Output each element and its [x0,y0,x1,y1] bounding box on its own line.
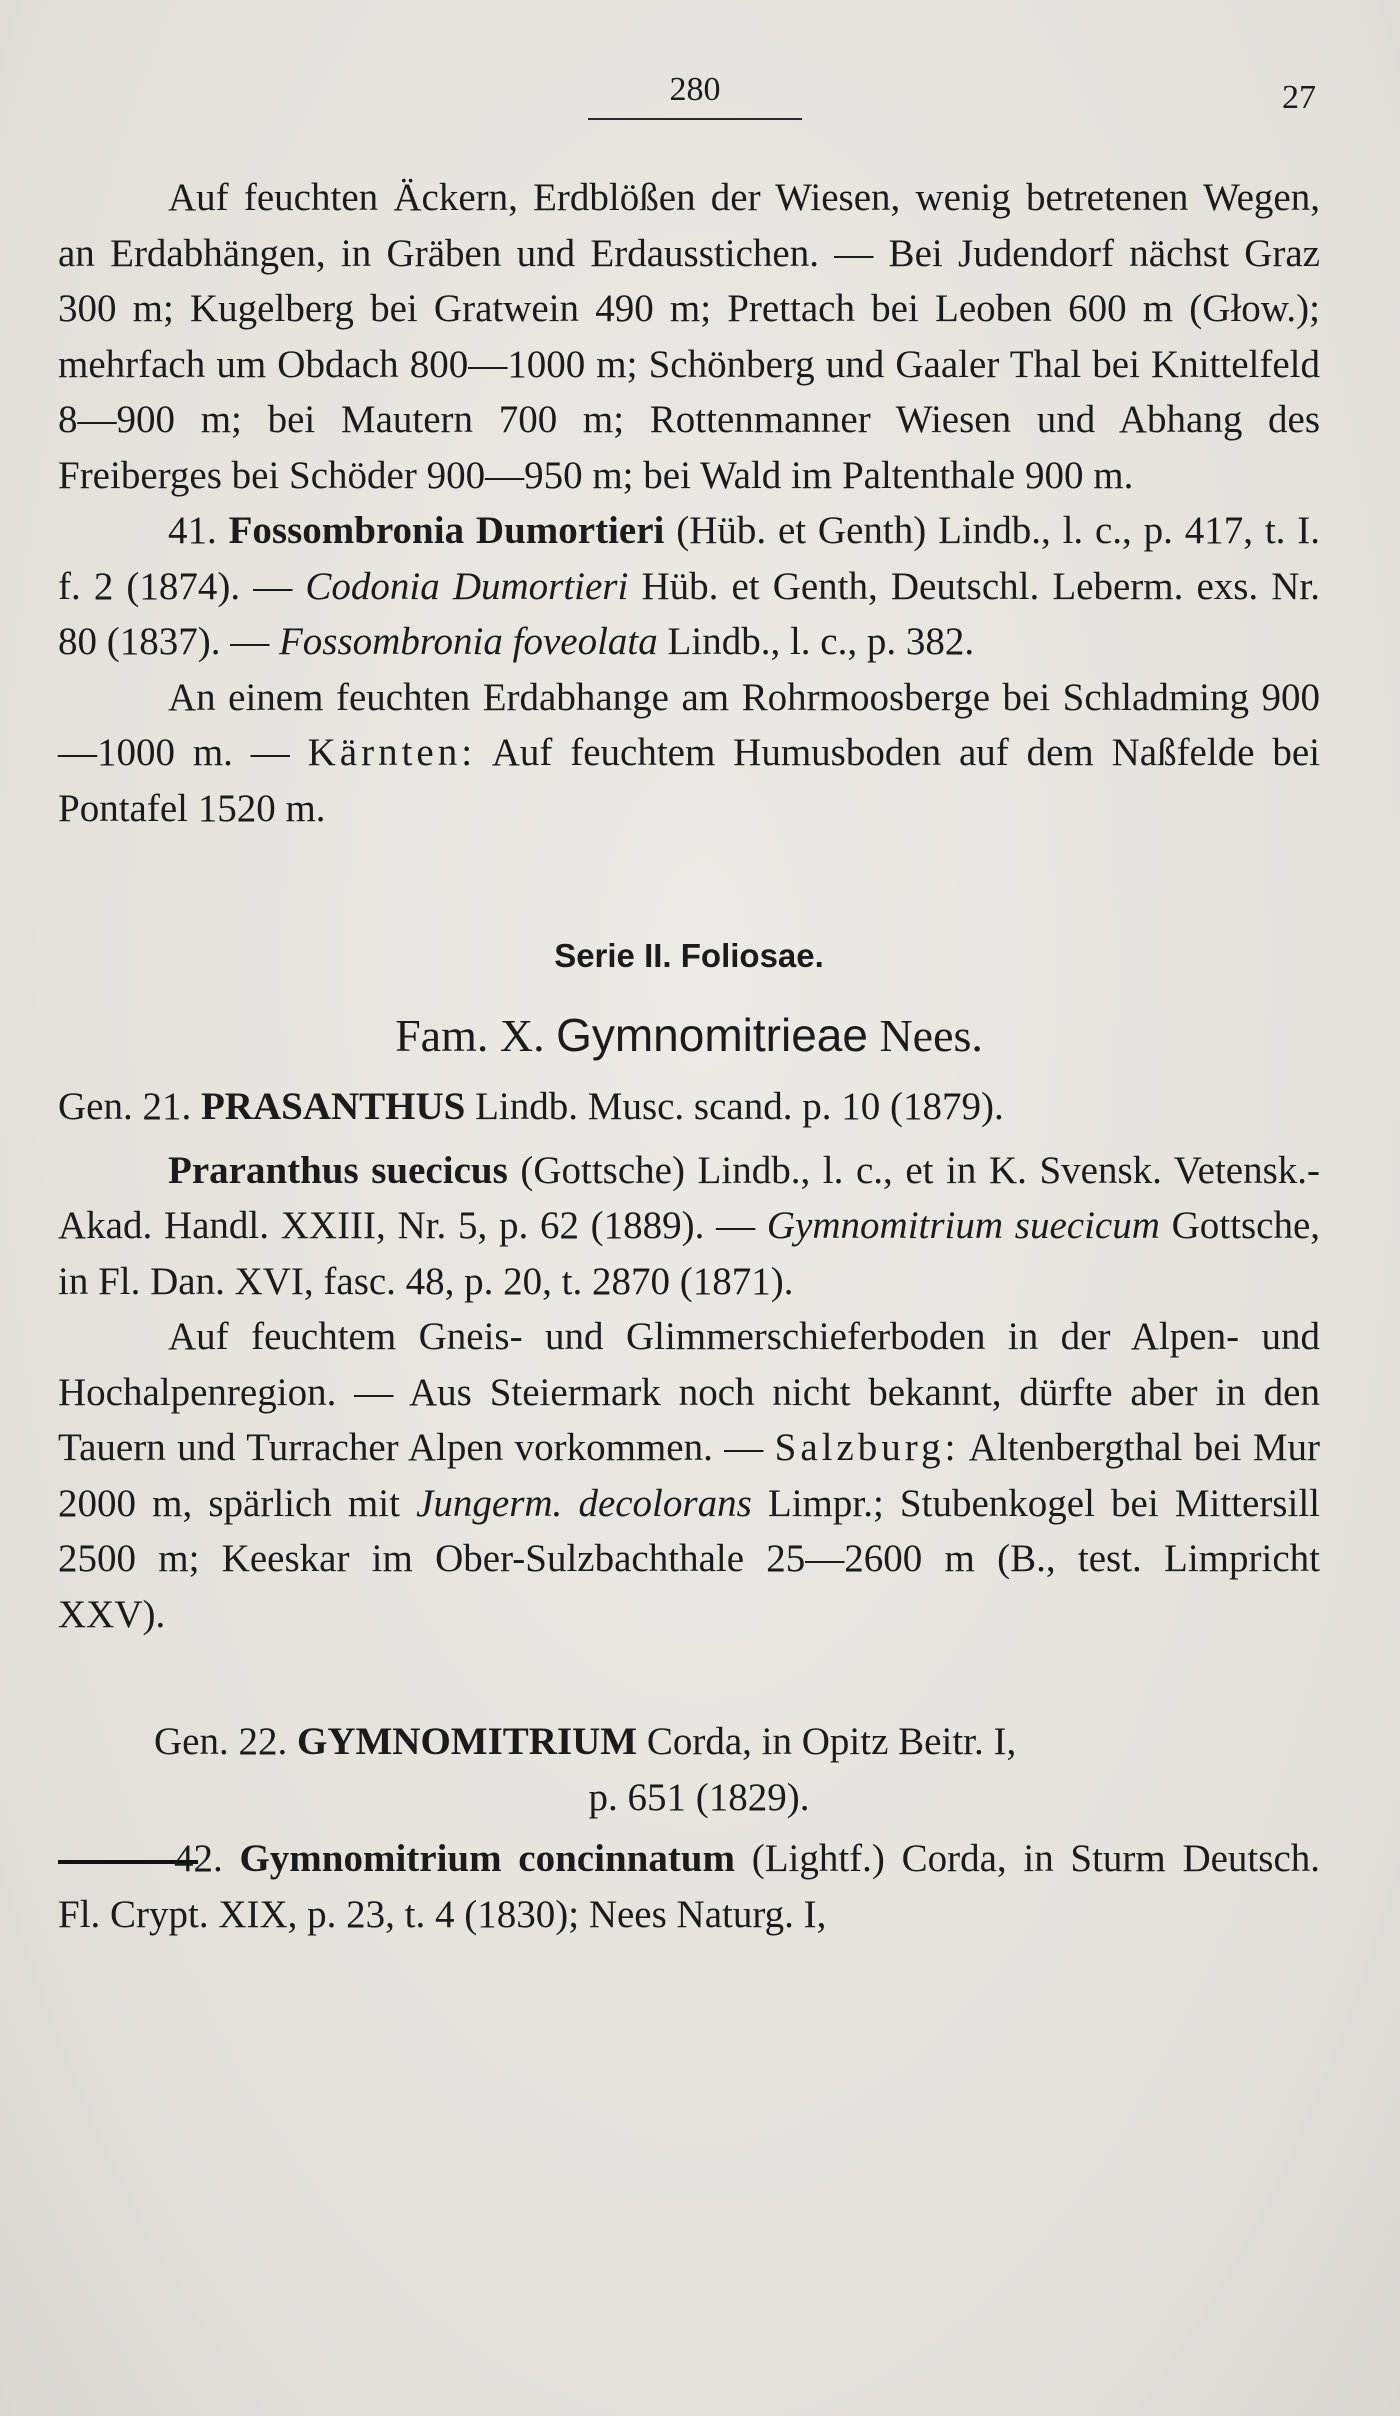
series-heading: Serie II. Foliosae. [554,937,824,974]
species-entry-41 [58,503,1320,670]
family-heading [58,1002,1320,1069]
habitat-text: Auf feuchtem Gneis- und Glimmerschieferboden in der Alpen- und Hochalpenregion. — Aus Steiermark noch nicht bekannt, dürfte aber in den Tauern und Turracher Alpen vorkommen. — [58,1315,1320,1469]
family-author: Nees. [879,1010,983,1061]
species-name: Praranthus suecicus [168,1148,508,1192]
species-name: Fossombronia Dumortieri [228,509,665,552]
page-number-center: 280 [588,68,802,120]
species-number: 42. [174,1837,223,1880]
species-name: Gymnomitrium concinnatum [239,1837,735,1880]
synonym-name: Codonia Dumortieri [305,564,629,608]
genus-citation-line2: p. 651 (1829). [588,1775,810,1819]
genus-entry-21 [58,1079,1320,1135]
family-name: Gymnomitrieae [556,1009,868,1061]
habitat-text: Limpr.; Stubenkogel bei Mittersill 2500 m; Keeskar im Ober-Sulzbachthale 25—2600 m (B., test. Limpricht XXV). [58,1481,1320,1636]
synonym-citation: Gottsche, in Fl. Dan. XVI, fasc. 48, p. 20, t. 2870 (1871). [58,1204,1321,1303]
species-reference: Jungerm. decolorans [416,1481,752,1525]
synonym-name: Fossombronia foveolata [278,620,658,663]
species-entry-praranthus [58,1143,1320,1310]
genus-prefix: Gen. 22. [154,1720,288,1763]
genus-citation: Lindb. Musc. scand. p. 10 (1879). [475,1085,1004,1128]
region-name: Kärnten: [307,731,477,774]
synonym-citation: Hüb. et Genth, Deutschl. Leberm. exs. Nr. 80 (1837). — [58,564,1321,663]
region-name: Salzburg: [774,1426,960,1469]
family-prefix: Fam. X. [395,1010,545,1061]
paragraph-habitat-fossombronia-prev: Auf feuchten Äckern, Erdblößen der Wiesen, wenig betretenen Wegen, an Erdabhängen, in Gräben und Erdausstichen. — Bei Judendorf nächst Graz 300 m; Kugelberg bei Gratwein 490 m; Prettach bei Leoben 600 m (Głow.); mehrfach um Obdach 800—1000 m; Schönberg und Gaaler Thal bei Knittelfeld 8—900 m; bei Mautern 700 m; Rottenmanner Wiesen und Abhang des Freiberges bei Schöder 900—950 m; bei Wald im Paltenthale 900 m. [58,176,1320,497]
genus-name: GYMNOMITRIUM [296,1720,638,1763]
page-number-right: 27 [1282,79,1316,116]
synonym-name: Gymnomitrium suecicum [766,1204,1160,1247]
genus-entry-22 [58,1714,1320,1770]
species-entry-42 [58,1831,1320,1942]
habitat-text: Altenbergthal bei Mur 2000 m, spärlich mit [58,1426,1320,1525]
paragraph-habitat-41 [58,670,1320,837]
species-number: 41. [168,509,217,552]
paragraph-habitat-praranthus [58,1309,1320,1642]
page-header [0,68,1400,128]
body-text [58,170,1320,1942]
species-citation: (Gottsche) Lindb., l. c., et in K. Svensk. Vetensk.-Akad. Handl. XXIII, Nr. 5, p. 62 (1889). — [58,1148,1321,1247]
habitat-text: An einem feuchten Erdabhange am Rohrmoosberge bei Schladming 900—1000 m. — [58,675,1320,774]
habitat-text: Auf feuchtem Humusboden auf dem Naßfelde bei Pontafel 1520 m. [58,731,1320,830]
genus-citation: Corda, in Opitz Beitr. I, [646,1720,1017,1763]
genus-prefix: Gen. 21. [58,1085,192,1128]
species-citation: (Lightf.) Corda, in Sturm Deutsch. Fl. Crypt. XIX, p. 23, t. 4 (1830); Nees Naturg. I, [58,1837,1321,1936]
species-citation: (Hüb. et Genth) Lindb., l. c., p. 417, t. I. f. 2 (1874). — [58,509,1320,608]
synonym-citation: Lindb., l. c., p. 382. [667,620,975,663]
genus-name: PRASANTHUS [200,1085,466,1128]
